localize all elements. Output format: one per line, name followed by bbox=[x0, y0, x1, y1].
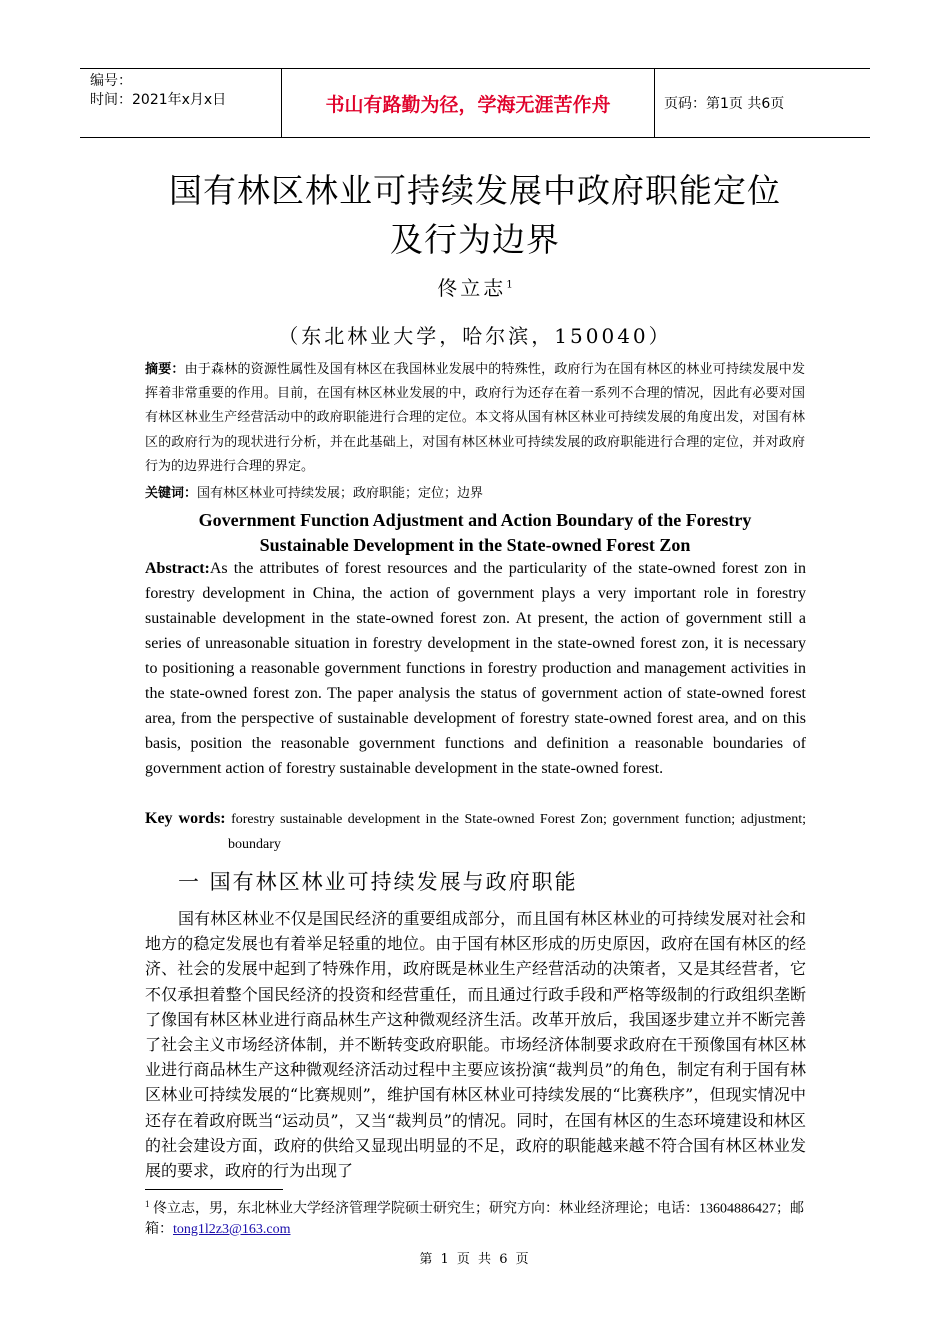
header-page-info: 页码：第1页 共6页 bbox=[664, 96, 785, 112]
paper-title-line1: 国有林区林业可持续发展中政府职能定位 bbox=[169, 171, 781, 210]
author bbox=[0, 272, 950, 301]
cn-abstract-text: 由于森林的资源性属性及国有林区在我国林业发展中的特殊性，政府行为在国有林区的林业可持续发展中发挥着非常重要的作用。目前，在国有林区林业发展的中，政府行为还存在着一系列不合理的情况，因此有必要对国有林区林业生产经营活动中的政府职能进行合理的定位。本文将从国有林区林业可持续发展的角度出发，对国有林区的政府行为的现状进行分析，并在此基础上，对国有林区林业可持续发展的政府职能进行合理的定位，并对政府行为的边界进行合理的界定。 bbox=[145, 362, 805, 474]
en-title-line2: Sustainable Development in the State-owned Forest Zon bbox=[259, 535, 691, 555]
en-title bbox=[145, 508, 805, 558]
header-motto: 书山有路勤为径，学海无涯苦作舟 bbox=[282, 69, 655, 137]
section-heading: 一 国有林区林业可持续发展与政府职能 bbox=[178, 870, 578, 894]
cn-keywords-label: 关键词： bbox=[145, 486, 198, 501]
author-name: 佟立志 bbox=[437, 276, 507, 300]
footnote bbox=[145, 1194, 806, 1240]
footnote-text: 佟立志，男，东北林业大学经济管理学院硕士研究生；研究方向：林业经济理论；电话：13604886427；邮箱： bbox=[145, 1201, 804, 1237]
affiliation: （东北林业大学，哈尔滨，150040） bbox=[278, 324, 672, 348]
body-paragraph: 国有林区林业不仅是国民经济的重要组成部分，而且国有林区林业的可持续发展对社会和地方的稳定发展也有着举足轻重的地位。由于国有林区形成的历史原因，政府在国有林区的经济、社会的发展中起到了特殊作用，政府既是林业生产经营活动的决策者，又是其经营者，它不仅承担着整个国民经济的投资和经营重任，而且通过行政手段和严格等级制的行政组织垄断了像国有林区林业进行商品林生产这种微观经济生活。改革开放后，我国逐步建立并不断完善了社会主义市场经济体制，并不断转变政府职能。市场经济体制要求政府在干预像国有林区林业进行商品林生产这种微观经济活动过程中主要应该扮演“裁判员”的角色，制定有利于国有林区林业可持续发展的“比赛规则”，维护国有林区林业可持续发展的“比赛秩序”，但现实情况中还存在着政府既当“运动员”，又当“裁判员”的情况。同时，在国有林区的生态环境建设和林区的社会建设方面，政府的供给又显现出明显的不足，政府的职能越来越不符合国有林区林业发展的要求，政府的行为出现了 bbox=[145, 909, 806, 1181]
footnote-email-link[interactable]: tong1l2z3@163.com bbox=[173, 1221, 291, 1237]
page-number: 第 1 页 共 6 页 bbox=[419, 1252, 531, 1267]
author-footnote-mark: 1 bbox=[506, 279, 513, 291]
en-keywords-label: Key words: bbox=[145, 810, 226, 827]
header-meta bbox=[80, 69, 282, 137]
cn-abstract-label: 摘要： bbox=[145, 362, 185, 377]
en-keywords bbox=[145, 806, 806, 857]
en-abstract-label: Abstract: bbox=[145, 560, 210, 577]
footnote-mark: 1 bbox=[145, 1199, 150, 1209]
en-keywords-text: forestry sustainable development in the State-owned Forest Zon; government function; adjustment; boundary bbox=[228, 812, 806, 852]
cn-keywords-text: 国有林区林业可持续发展；政府职能；定位；边界 bbox=[197, 486, 484, 501]
cn-abstract bbox=[145, 358, 805, 479]
footnote-divider bbox=[145, 1189, 283, 1190]
en-abstract bbox=[145, 556, 806, 781]
time-label: 时间：2021年x月x日 bbox=[90, 92, 227, 108]
en-title-line1: Government Function Adjustment and Action Boundary of the Forestry bbox=[198, 510, 752, 530]
page-header bbox=[80, 68, 870, 138]
en-abstract-text: As the attributes of forest resources and the particularity of the state-owned forest zon in forestry development in China, the action of government plays a very important role in forestry sustainable development in the state-owned forest zon. At present, the action of government still a series of unreasonable situation in forestry development in the state-owned forest zon, it is necessary to positioning a reasonable government functions in forestry production and management activities in the state-owned forest zon. The paper analysis the status of government action of state-owned forest area, from the perspective of sustainable development of forestry state-owned forest area, and on this basis, position the reasonable government functions and definition a reasonable boundaries of government action of forestry sustainable development in the state-owned forest. bbox=[145, 560, 806, 777]
cn-keywords bbox=[145, 482, 805, 506]
paper-title-line2: 及行为边界 bbox=[390, 220, 560, 259]
number-label: 编号： bbox=[90, 73, 132, 89]
